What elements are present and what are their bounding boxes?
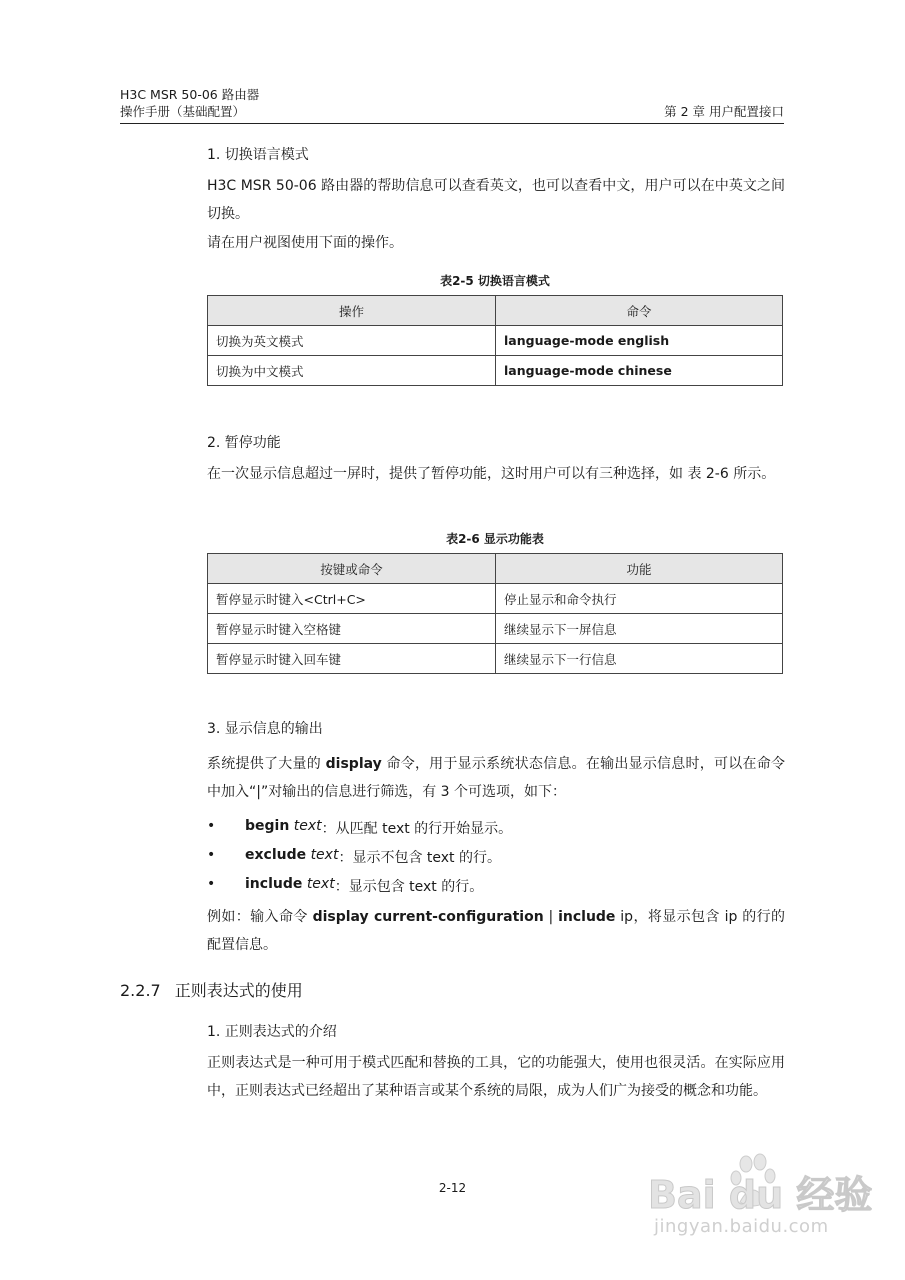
header-manual: 操作手册（基础配置） <box>120 104 246 119</box>
table-2-6 <box>207 553 783 674</box>
table-cell: 暂停显示时键入<Ctrl+C> <box>208 584 496 614</box>
section-1-heading: 1. 切换语言模式 <box>207 147 309 163</box>
option-argument: text <box>293 818 322 834</box>
section-2-paragraph: 在一次显示信息超过一屏时，提供了暂停功能，这时用户可以有三种选择，如 表 2-6 所示。 <box>207 466 776 482</box>
table-header-cell: 按键或命令 <box>208 554 496 584</box>
table-header-cell: 命令 <box>496 296 783 326</box>
option-description: ：从匹配 text 的行开始显示。 <box>321 821 513 837</box>
table-cell: 暂停显示时键入回车键 <box>208 644 496 674</box>
list-item <box>207 818 512 838</box>
text-run: | <box>543 909 559 925</box>
command-keyword: display current-configuration <box>312 909 544 925</box>
bullet-icon: • <box>207 876 216 892</box>
section-3-paragraph <box>207 750 785 806</box>
section-1-paragraph-1: H3C MSR 50-06 路由器的帮助信息可以查看英文，也可以查看中文，用户可以在中英文之间切换。 <box>207 178 785 222</box>
regex-intro-paragraph: 正则表达式是一种可用于模式匹配和替换的工具，它的功能强大，使用也很灵活。在实际应用中，正则表达式已经超出了某种语言或某个系统的局限，成为人们广为接受的概念和功能。 <box>207 1055 785 1099</box>
section-number: 2.2.7 <box>120 981 161 1000</box>
table-header-cell: 操作 <box>208 296 496 326</box>
text-run: 例如：输入命令 <box>207 909 313 925</box>
table-cell: 暂停显示时键入空格键 <box>208 614 496 644</box>
table-header-cell: 功能 <box>496 554 783 584</box>
table-header-row <box>208 554 783 584</box>
section-title: 正则表达式的使用 <box>174 981 303 1000</box>
text-run: 命令，用于显示系统状态信息。在输出显示信息时，可以在命令中加入“|”对输出的信息进行筛选，有 3 个可选项，如下： <box>207 756 786 800</box>
bullet-icon: • <box>207 847 216 863</box>
option-argument: text <box>310 847 339 863</box>
text-run: ip，将显示包含 ip 的行的配置信息。 <box>207 909 786 953</box>
list-item <box>207 876 483 896</box>
header-divider <box>120 123 784 124</box>
table-row <box>208 356 783 386</box>
list-item <box>207 847 501 867</box>
table-row <box>208 614 783 644</box>
option-argument: text <box>306 876 335 892</box>
table-2-5 <box>207 295 783 386</box>
table-row <box>208 584 783 614</box>
watermark-url: jingyan.baidu.com <box>654 1216 829 1237</box>
section-2-heading: 2. 暂停功能 <box>207 435 281 451</box>
section-3-heading: 3. 显示信息的输出 <box>207 721 323 737</box>
table-cell: 继续显示下一行信息 <box>496 644 783 674</box>
header-chapter: 第 2 章 用户配置接口 <box>664 104 784 119</box>
page-header <box>120 86 784 120</box>
page-number: 2-12 <box>438 1181 467 1195</box>
table-2-6-caption: 表2-6 显示功能表 <box>446 532 544 546</box>
table-cell: 切换为中文模式 <box>208 356 496 386</box>
bullet-icon: • <box>207 818 216 834</box>
table-cell-command: language-mode english <box>496 326 783 356</box>
header-product: H3C MSR 50-06 路由器 <box>120 87 260 102</box>
section-2-2-7-heading <box>120 978 303 1001</box>
text-run: 系统提供了大量的 <box>207 756 326 772</box>
option-keyword: begin <box>245 818 290 834</box>
table-cell: 切换为英文模式 <box>208 326 496 356</box>
option-description: ：显示不包含 text 的行。 <box>338 850 501 866</box>
table-row <box>208 326 783 356</box>
table-cell-command: language-mode chinese <box>496 356 783 386</box>
command-keyword: include <box>558 909 616 925</box>
table-row <box>208 644 783 674</box>
table-cell: 停止显示和命令执行 <box>496 584 783 614</box>
example-paragraph <box>207 903 785 959</box>
regex-intro-heading: 1. 正则表达式的介绍 <box>207 1024 337 1040</box>
command-keyword: display <box>325 756 382 772</box>
table-cell: 继续显示下一屏信息 <box>496 614 783 644</box>
table-header-row <box>208 296 783 326</box>
option-description: ：显示包含 text 的行。 <box>334 879 484 895</box>
option-keyword: exclude <box>245 847 307 863</box>
option-keyword: include <box>245 876 303 892</box>
section-1-paragraph-2: 请在用户视图使用下面的操作。 <box>207 235 403 251</box>
table-2-5-caption: 表2-5 切换语言模式 <box>440 274 550 288</box>
watermark-logo-text: Bai du 经验 <box>648 1173 873 1217</box>
